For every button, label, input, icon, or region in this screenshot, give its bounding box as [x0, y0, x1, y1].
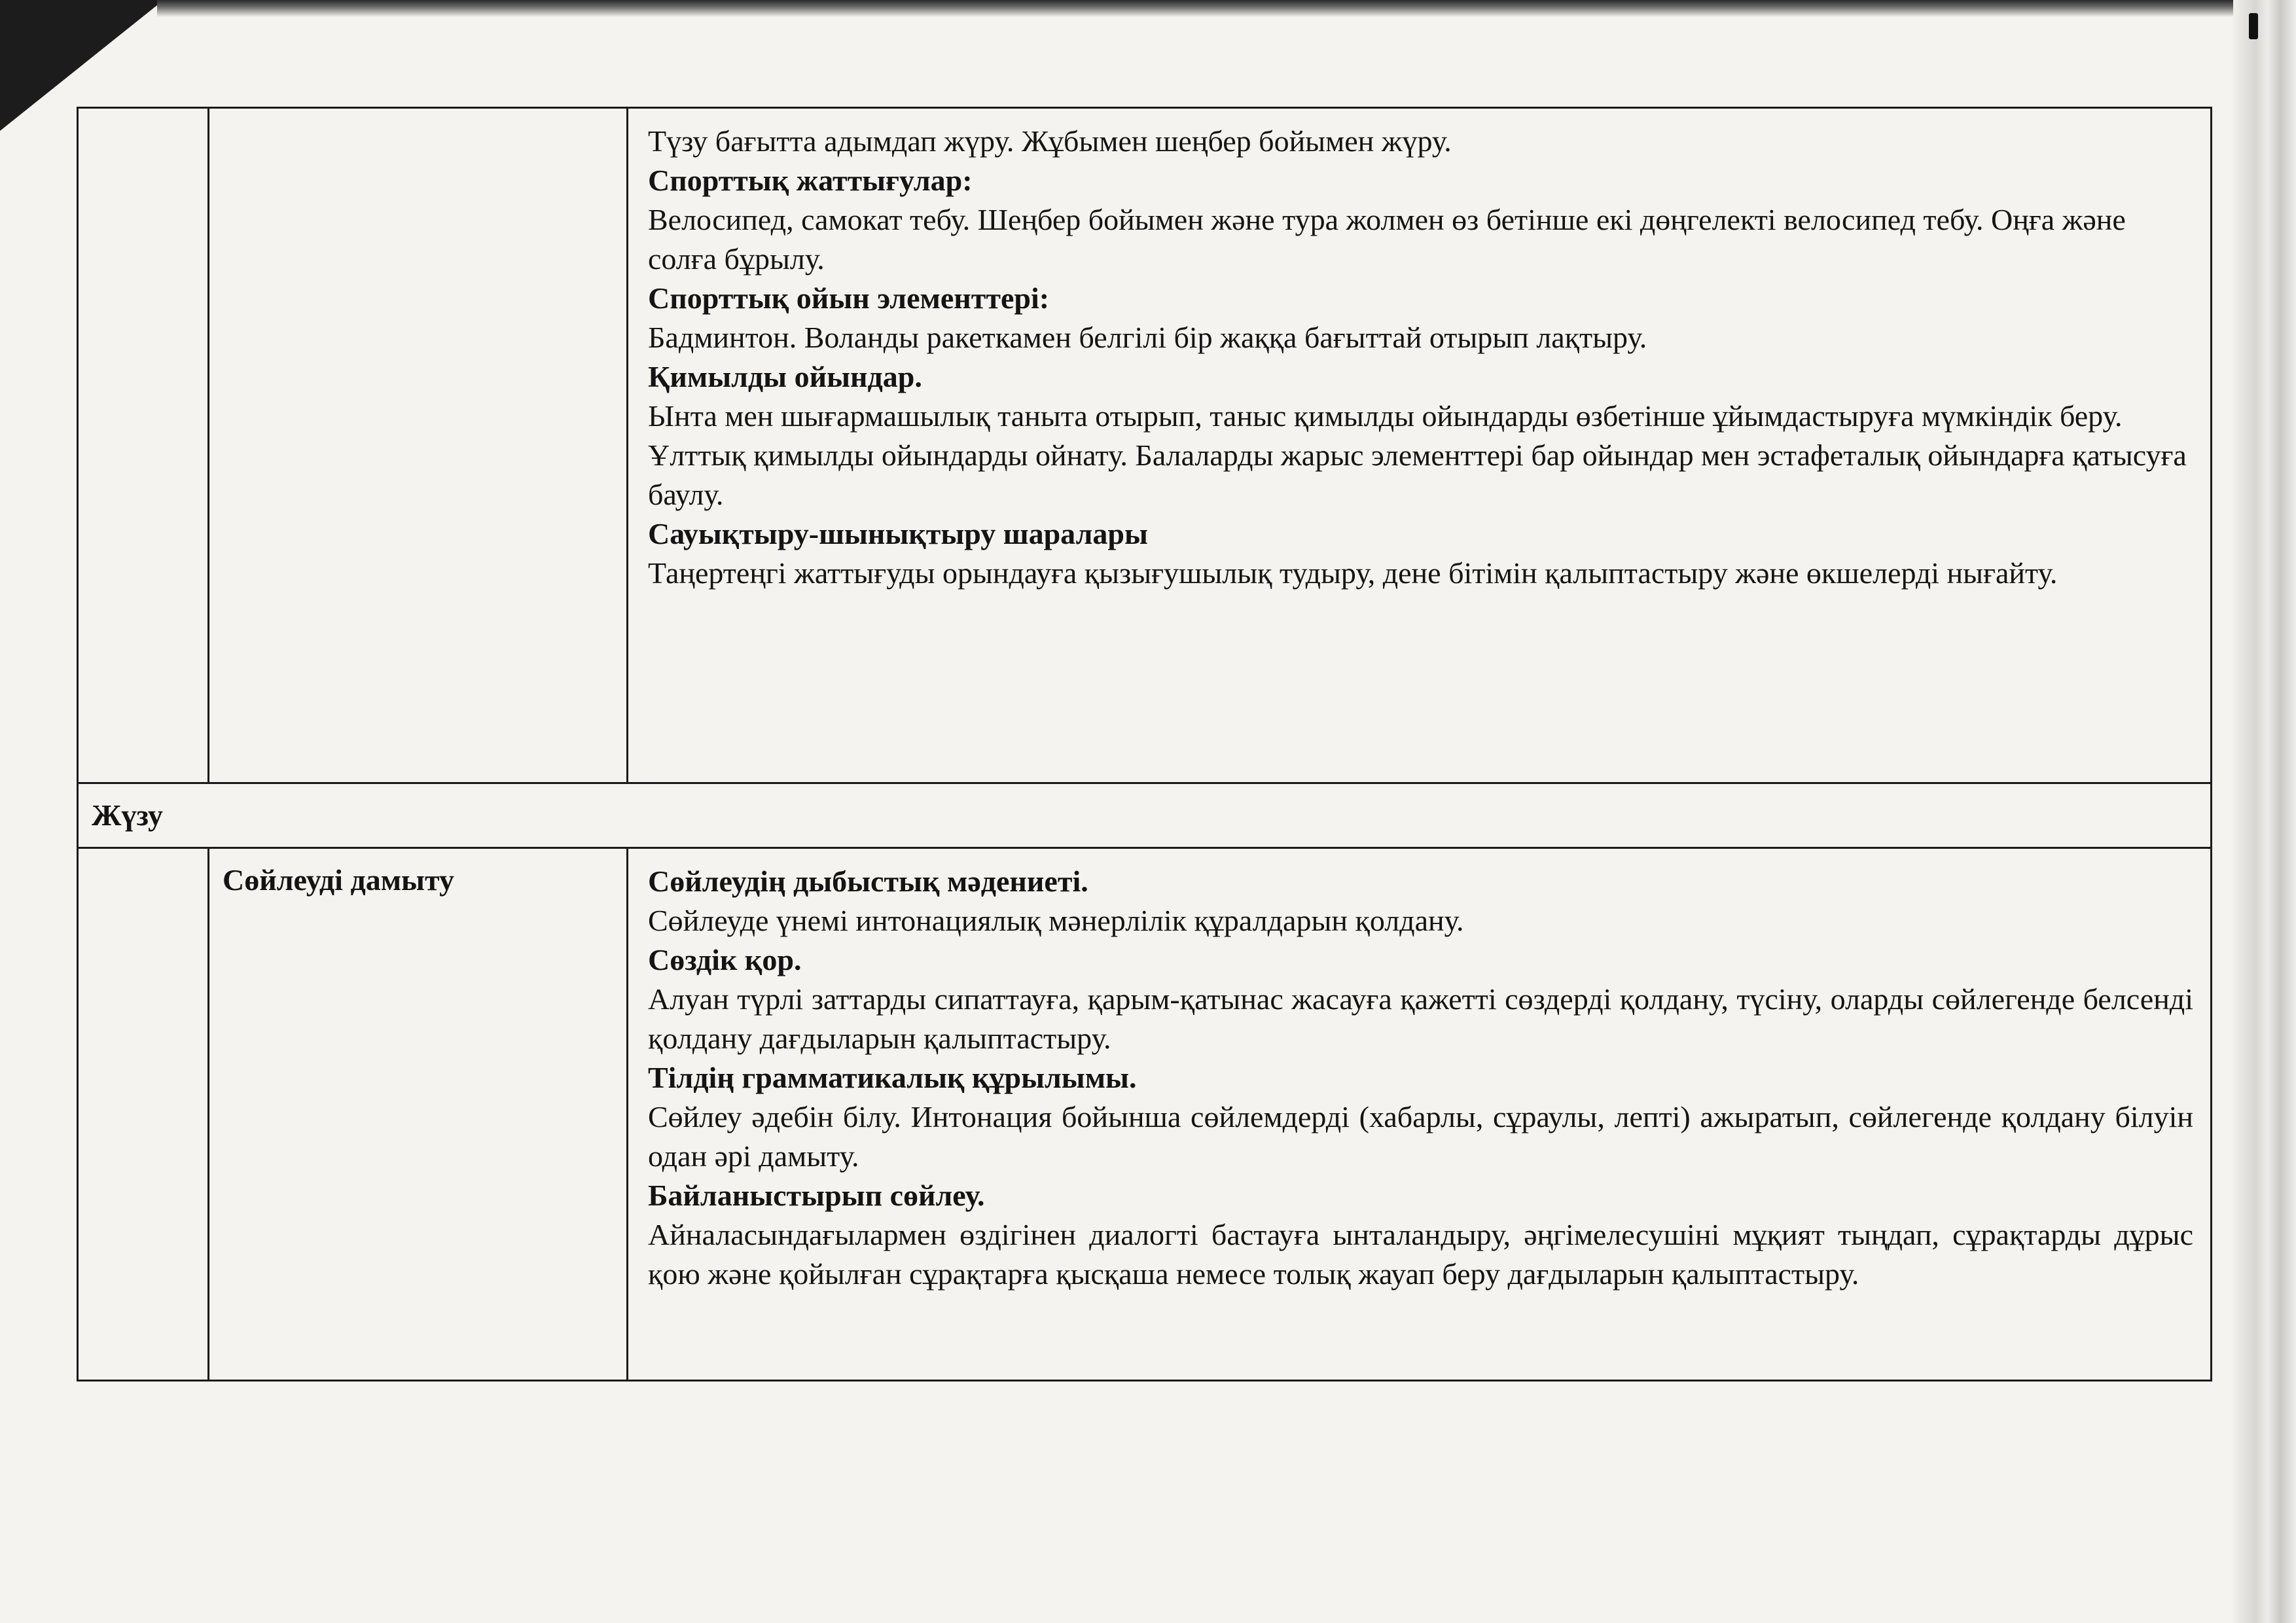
scan-top-edge [157, 0, 2251, 17]
intro-line: Түзу бағытта адымдап жүру. Жұбымен шеңбер бойымен жүру. [648, 124, 1452, 158]
block-text-health-activities: Таңертеңгі жаттығуды орындауға қызығушылық тудыру, дене бітімін қалыптастыру және өкшелерді нығайту. [648, 556, 2058, 590]
block-heading-health-activities: Сауықтыру-шынықтыру шаралары [648, 517, 1148, 550]
block-heading-sound-culture: Сөйлеудің дыбыстық мәдениеті. [648, 865, 1088, 898]
block-heading-movement-games: Қимылды ойындар. [648, 360, 922, 393]
block-text-vocabulary: Алуан түрлі заттарды сипаттауға, қарым-қатынас жасауға қажетті сөздерді қолдану, түсіну, оларды сөйлегенде белсенді қолдану дағдыларын қалыптастыру. [648, 982, 2193, 1055]
block-text-movement-games: Ынта мен шығармашылық таныта отырып, таныс қимылды ойындарды өзбетінше ұйымдастыруға мүмкіндік беру. Ұлттық қимылды ойындарды ойнату. Балаларды жарыс элементтері бар ойындар мен эстафеталық ойындарға қатысуға баулу. [648, 399, 2187, 511]
block-heading-sport-exercises: Спорттық жаттығулар: [648, 164, 973, 197]
scan-right-edge [2233, 0, 2296, 1623]
section-label-swimming: Жүзу [78, 783, 2212, 848]
physical-education-content [628, 108, 2212, 783]
block-text-sport-exercises: Велосипед, самокат тебу. Шеңбер бойымен және тура жолмен өз бетінше екі дөңгелекті велосипед тебу. Оңға және солға бұрылу. [648, 203, 2126, 276]
table-row-speech-development [78, 848, 2212, 1381]
table-row-section-swimming [78, 783, 2212, 848]
row-label-cell [209, 108, 628, 783]
block-heading-sport-game-elements: Спорттық ойын элементтері: [648, 281, 1050, 315]
block-text-connected-speech: Айналасындағылармен өздігінен диалогті бастауға ынталандыру, әңгімелесушіні мұқият тыңдап, сұрақтарды дұрыс қою және қойылған сұрақтарға қысқаша немесе толық жауап беру дағдыларын қалыптастыру. [648, 1218, 2193, 1291]
block-heading-vocabulary: Сөздік қор. [648, 943, 802, 976]
row-label-speech-development: Сөйлеуді дамыту [209, 848, 628, 1381]
row-index-cell [78, 108, 209, 783]
block-heading-grammar: Тілдің грамматикалық құрылымы. [648, 1061, 1137, 1094]
scan-binder-mark [2249, 13, 2258, 39]
block-text-sport-game-elements: Бадминтон. Воланды ракеткамен белгілі бір жаққа бағыттай отырып лақтыру. [648, 321, 1647, 354]
curriculum-table [77, 107, 2212, 1382]
block-text-sound-culture: Сөйлеуде үнемі интонациялық мәнерлілік құралдарын қолдану. [648, 904, 1464, 937]
block-text-grammar: Сөйлеу әдебін білу. Интонация бойынша сөйлемдерді (хабарлы, сұраулы, лепті) ажыратып, сөйлегенде қолдану білуін одан әрі дамыту. [648, 1100, 2193, 1173]
table-row-physical-education [78, 108, 2212, 783]
speech-development-content [628, 848, 2212, 1381]
block-heading-connected-speech: Байланыстырып сөйлеу. [648, 1179, 985, 1212]
row-index-cell [78, 848, 209, 1381]
